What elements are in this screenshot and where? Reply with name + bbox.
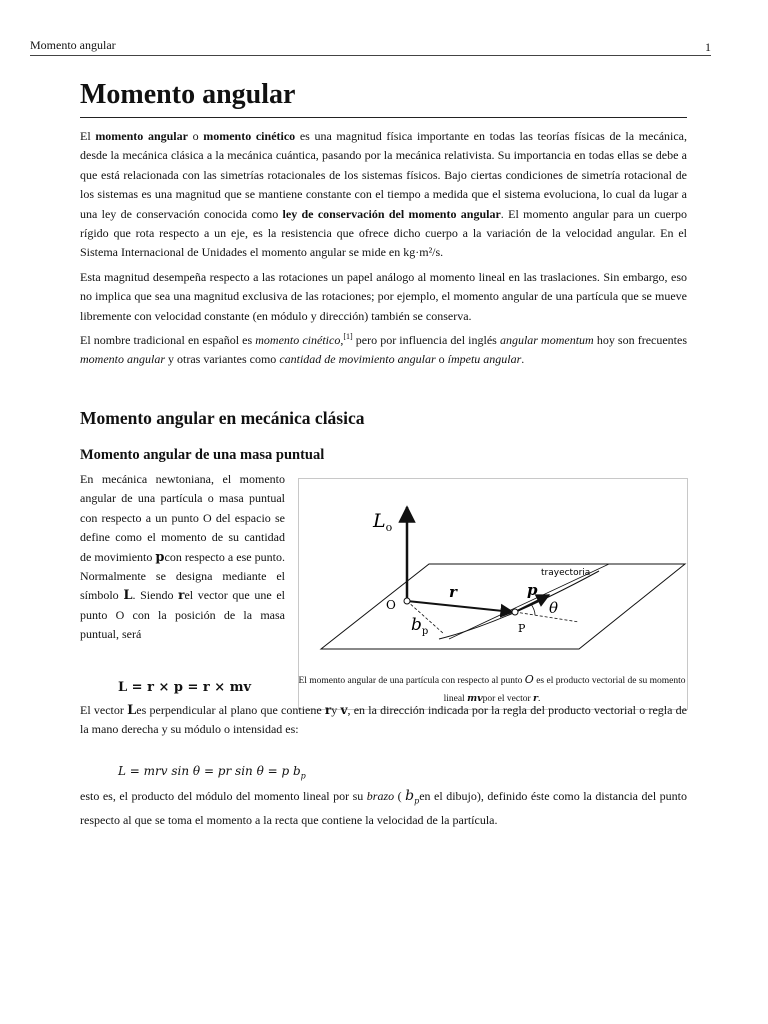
- text-run: por el vector: [482, 694, 534, 704]
- text-run: con respecto a ese punto. Normalmente se designa mediante el símbolo: [80, 549, 285, 603]
- text-run: El vector: [80, 703, 128, 717]
- text-run: y: [331, 703, 341, 717]
- point-P: [512, 609, 518, 615]
- text-run: o: [435, 352, 448, 367]
- term-momento-angular: momento angular: [95, 129, 188, 143]
- term-ley-conservacion: ley de conservación del momento angular: [282, 206, 501, 221]
- left-column-text: [80, 470, 285, 645]
- intro-paragraph-3: [80, 331, 687, 370]
- subsection-heading: Momento angular de una masa puntual: [80, 447, 325, 463]
- text-run: y otras variantes como: [165, 352, 280, 367]
- equation-text: L = mrv sin θ = pr sin θ = p b: [118, 764, 301, 778]
- text-run: El nombre tradicional en español es: [80, 333, 256, 348]
- label-r: r: [449, 583, 457, 601]
- label-O: O: [386, 598, 396, 612]
- label-p: p: [527, 581, 538, 599]
- definition-paragraph: [80, 470, 285, 645]
- text-run: es una magnitud física importante en todas las teorías físicas de la mecánica, desde la mecánica clásica a la mecánica cuántica, pasando por la mecánica relativista. Su importancia en todas ellas se debe a que está relacionada con las simetrías rotacionales de los sistemas físicos. Bajo ciertas condiciones de simetría rotacional de los sistemas es una magnitud que se mantiene constante con el tiempo a medida que el sistema evoluciona, lo cual da lugar a una ley de conservación conocida como: [80, 129, 688, 221]
- symbol-r: r: [324, 703, 332, 717]
- symbol-r: r: [178, 588, 185, 603]
- text-run: El momento angular de una partícula con respecto al punto: [298, 676, 525, 686]
- figure-diagram: [299, 479, 687, 669]
- text-run: (: [394, 789, 406, 803]
- text-run: En mecánica newtoniana, el momento angular de una partícula o masa puntual con respecto a un punto O del espacio se define como el momento de su cantidad de movimiento: [80, 472, 285, 564]
- article-content: [80, 78, 688, 827]
- label-trayectoria: trayectoria: [541, 568, 591, 578]
- symbol-b-subscript: p: [414, 796, 420, 806]
- text-run: esto es, el producto del módulo del momento lineal por su: [80, 789, 367, 803]
- text-italic: brazo: [366, 789, 395, 803]
- text-run: o: [187, 129, 204, 143]
- symbol-p: p: [155, 549, 165, 565]
- symbol-L: L: [127, 703, 137, 718]
- vector-r: [407, 601, 513, 612]
- caption-symbol-O: O: [524, 673, 534, 686]
- running-header-title: Momento angular: [30, 38, 116, 52]
- theta-arc: [531, 604, 535, 615]
- symbol-v: v: [340, 703, 348, 717]
- term-momento-cinetico: momento cinético: [203, 129, 296, 143]
- page-title: Momento angular: [80, 78, 687, 118]
- equation-subscript: p: [300, 771, 306, 781]
- section-heading: Momento angular en mecánica clásica: [80, 408, 365, 428]
- label-theta: θ: [549, 599, 559, 617]
- text-run: es el producto vectorial de su momento lineal: [443, 676, 686, 704]
- intro-paragraph-1: [80, 127, 687, 263]
- text-run: pero por influencia del inglés: [352, 333, 500, 348]
- text-run: .: [538, 694, 541, 704]
- plane-shape: [321, 564, 685, 649]
- vector-direction-paragraph: [80, 701, 687, 740]
- text-run: el vector que une el punto O con la posición de la masa puntual, será: [80, 588, 285, 642]
- intro-paragraph-2: Esta magnitud desempeña respecto a las rotaciones un papel análogo al momento lineal en las traslaciones. Sin embargo, eso no implica que sea una magnitud exclusiva de las rotaciones; por ejemplo, el momento angular de una partícula que se mueve libremente con velocidad constante (en módulo y dirección) también se conserva.: [80, 269, 687, 323]
- running-header: [30, 38, 711, 56]
- page-number: 1: [705, 40, 711, 54]
- label-Lo: $L_o$: [373, 510, 393, 534]
- label-bp: $b_p$: [411, 615, 429, 637]
- text-italic: ímpetu angular: [447, 352, 522, 367]
- text-run: es perpendicular al plano que contiene: [136, 703, 325, 717]
- equation-magnitude: [118, 764, 306, 780]
- text-run: , en la dirección indicada por la regla del producto vectorial o regla de la mano derecha y su módulo o intensidad es:: [80, 703, 688, 737]
- reference-link[interactable]: [1]: [343, 332, 353, 342]
- label-P: P: [518, 622, 526, 635]
- point-O: [404, 598, 410, 604]
- text-italic: momento angular: [80, 352, 165, 367]
- text-run: . Siendo: [132, 588, 179, 603]
- equation-text: L = r × p = r × mv: [118, 680, 252, 695]
- text-italic: momento cinético: [255, 333, 341, 348]
- text-run: en el dibujo), definido éste como la distancia del punto respecto al que se toma el momento a la recta que contiene la velocidad de la partícula.: [80, 789, 688, 827]
- text-italic: angular momentum: [499, 333, 594, 348]
- equation-cross-product: [118, 680, 251, 695]
- caption-symbol-r: r: [533, 693, 539, 704]
- r-extension: [515, 612, 579, 622]
- text-run: .: [521, 352, 525, 367]
- caption-symbol-mv: mv: [467, 693, 483, 704]
- text-run: . El momento angular para un cuerpo rígido que rota respecto a un eje, es la resistencia que ofrece dicho cuerpo a la variación de la velocidad angular. En el Sistema Internacional de Unidades el momento angular se mide en kg·m²/s.: [80, 206, 687, 260]
- symbol-b: b: [405, 788, 415, 804]
- text-run: El: [80, 129, 96, 143]
- text-run: ,: [340, 333, 344, 348]
- text-run: hoy son frecuentes: [593, 333, 688, 348]
- lever-arm-paragraph: [80, 787, 687, 830]
- text-italic: cantidad de movimiento angular: [279, 352, 436, 367]
- symbol-L: L: [123, 588, 133, 604]
